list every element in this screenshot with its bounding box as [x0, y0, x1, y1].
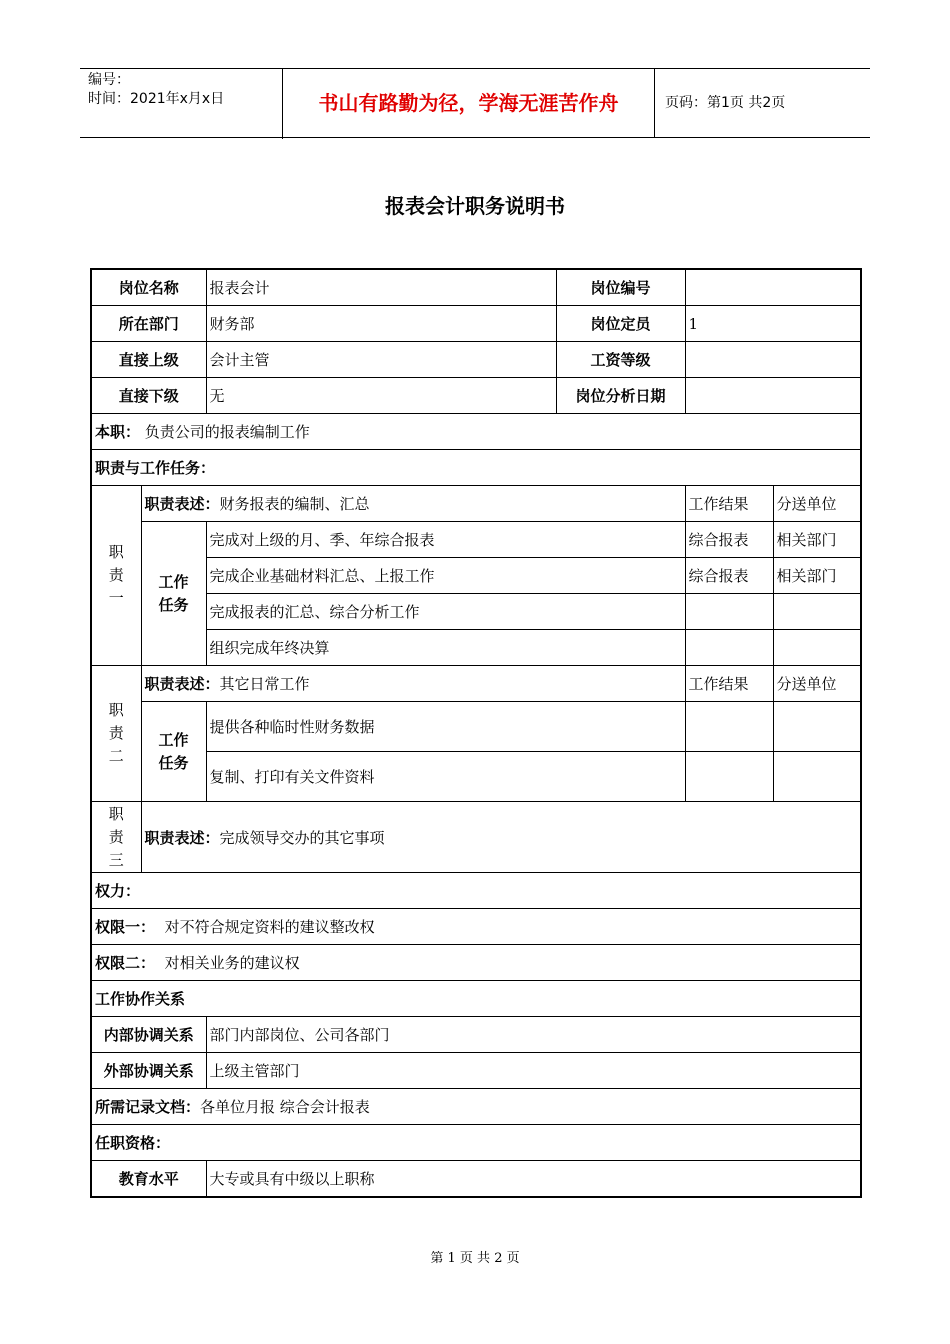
- duty1-task-text: 完成对上级的月、季、年综合报表: [206, 522, 685, 558]
- duty3-label: [91, 802, 141, 873]
- duty2-task-text: 提供各种临时性财务数据: [206, 702, 685, 752]
- duty1-task-result: 综合报表: [685, 558, 773, 594]
- salary-grade-label: 工资等级: [556, 342, 685, 378]
- authority-item-row: [91, 909, 861, 945]
- duty2-task-row: [91, 702, 861, 752]
- headcount-value: 1: [685, 306, 861, 342]
- duty1-label-text: 职责一: [108, 543, 124, 607]
- duty1-task-recipient: [773, 630, 861, 666]
- row-subordinate: [91, 378, 861, 414]
- duty1-task-recipient: 相关部门: [773, 522, 861, 558]
- department-value: 财务部: [206, 306, 556, 342]
- duty1-task-recipient: 相关部门: [773, 558, 861, 594]
- duty2-task-label: [141, 702, 206, 802]
- duty2-desc-row: [91, 666, 861, 702]
- position-name-value: 报表会计: [206, 269, 556, 306]
- duty2-task-recipient: [773, 702, 861, 752]
- duty2-task-label-text: 工作任务: [158, 730, 189, 772]
- education-value: 大专或具有中级以上职称: [206, 1161, 861, 1198]
- authority-header: 权力：: [91, 873, 861, 909]
- records-value: 各单位月报 综合会计报表: [200, 1098, 370, 1116]
- duty1-desc-label: 职责表述：: [144, 495, 220, 513]
- date-label: 时间：2021年x月x日: [88, 91, 225, 107]
- cooperation-header: 工作协作关系: [91, 981, 861, 1017]
- header-slogan: 书山有路勤为径，学海无涯苦作舟: [283, 69, 655, 137]
- analysis-date-value: [685, 378, 861, 414]
- duty1-task-row: [91, 558, 861, 594]
- duty1-desc: 财务报表的编制、汇总: [219, 495, 370, 513]
- duty2-label: [91, 666, 141, 802]
- duty2-task-recipient: [773, 752, 861, 802]
- duty1-task-result: 综合报表: [685, 522, 773, 558]
- internal-row: [91, 1017, 861, 1053]
- duty2-recipient-header: 分送单位: [773, 666, 861, 702]
- number-label: 编号：: [88, 72, 130, 88]
- row-position-name: [91, 269, 861, 306]
- duty3-desc-label: 职责表述：: [144, 828, 220, 847]
- duty3-row: [91, 802, 861, 873]
- position-name-label: 岗位名称: [91, 269, 206, 306]
- row-core-duty: [91, 414, 861, 450]
- internal-label: 内部协调关系: [91, 1017, 206, 1053]
- duty1-task-result: [685, 594, 773, 630]
- duty2-task-row: [91, 752, 861, 802]
- qualification-header-row: [91, 1125, 861, 1161]
- duty1-task-text: 完成报表的汇总、综合分析工作: [206, 594, 685, 630]
- page-footer: 第 1 页 共 2 页: [430, 1251, 520, 1266]
- job-description-table: [90, 268, 862, 1198]
- duty1-task-row: [91, 522, 861, 558]
- duty2-task-text: 复制、打印有关文件资料: [206, 752, 685, 802]
- duty2-task-result: [685, 702, 773, 752]
- core-duty-value: 负责公司的报表编制工作: [144, 423, 310, 441]
- core-duty-label: 本职：: [95, 423, 141, 441]
- duty1-task-label: [141, 522, 206, 666]
- duty2-label-text: 职责二: [108, 701, 124, 765]
- duty1-task-text: 完成企业基础材料汇总、上报工作: [206, 558, 685, 594]
- superior-label: 直接上级: [91, 342, 206, 378]
- subordinate-label: 直接下级: [91, 378, 206, 414]
- duty1-task-result: [685, 630, 773, 666]
- duty2-desc-cell: [141, 666, 685, 702]
- duty1-task-recipient: [773, 594, 861, 630]
- header-page-label: 页码：第1页 共2页: [665, 95, 786, 111]
- education-label: 教育水平: [91, 1161, 206, 1198]
- headcount-label: 岗位定员: [556, 306, 685, 342]
- duty2-result-header: 工作结果: [685, 666, 773, 702]
- records-cell: [91, 1089, 861, 1125]
- internal-value: 部门内部岗位、公司各部门: [206, 1017, 861, 1053]
- analysis-date-label: 岗位分析日期: [556, 378, 685, 414]
- external-row: [91, 1053, 861, 1089]
- authority-header-row: [91, 873, 861, 909]
- authority-item-label: 权限一：: [95, 918, 156, 936]
- core-duty-cell: [91, 414, 861, 450]
- duty2-desc-label: 职责表述：: [144, 675, 220, 693]
- row-duties-header: [91, 450, 861, 486]
- duty1-result-header: 工作结果: [685, 486, 773, 522]
- salary-grade-value: [685, 342, 861, 378]
- duty1-task-row: [91, 630, 861, 666]
- document-title: 报表会计职务说明书: [385, 194, 565, 218]
- duty3-desc-cell: [141, 802, 861, 873]
- duty1-desc-cell: [141, 486, 685, 522]
- duties-header: 职责与工作任务：: [91, 450, 861, 486]
- duty1-task-label-text: 工作任务: [158, 572, 189, 614]
- authority-item: [91, 909, 861, 945]
- page-header: [80, 68, 870, 138]
- header-left: [80, 69, 283, 139]
- authority-item: [91, 945, 861, 981]
- department-label: 所在部门: [91, 306, 206, 342]
- position-code-label: 岗位编号: [556, 269, 685, 306]
- duty1-task-text: 组织完成年终决算: [206, 630, 685, 666]
- duty3-desc: 完成领导交办的其它事项: [219, 828, 385, 847]
- duty1-task-row: [91, 594, 861, 630]
- cooperation-header-row: [91, 981, 861, 1017]
- records-row: [91, 1089, 861, 1125]
- education-row: [91, 1161, 861, 1198]
- external-value: 上级主管部门: [206, 1053, 861, 1089]
- duty2-desc: 其它日常工作: [219, 675, 310, 693]
- authority-item-label: 权限二：: [95, 954, 156, 972]
- authority-item-text: 对不符合规定资料的建议整改权: [164, 918, 375, 936]
- duty2-task-result: [685, 752, 773, 802]
- duty3-label-text: 职责三: [108, 804, 124, 869]
- duty1-recipient-header: 分送单位: [773, 486, 861, 522]
- authority-item-row: [91, 945, 861, 981]
- qualification-header: 任职资格：: [91, 1125, 861, 1161]
- duty1-desc-row: [91, 486, 861, 522]
- subordinate-value: 无: [206, 378, 556, 414]
- external-label: 外部协调关系: [91, 1053, 206, 1089]
- row-superior: [91, 342, 861, 378]
- authority-item-text: 对相关业务的建议权: [164, 954, 300, 972]
- records-label: 所需记录文档：: [95, 1098, 201, 1116]
- row-department: [91, 306, 861, 342]
- duty1-label: [91, 486, 141, 666]
- position-code-value: [685, 269, 861, 306]
- superior-value: 会计主管: [206, 342, 556, 378]
